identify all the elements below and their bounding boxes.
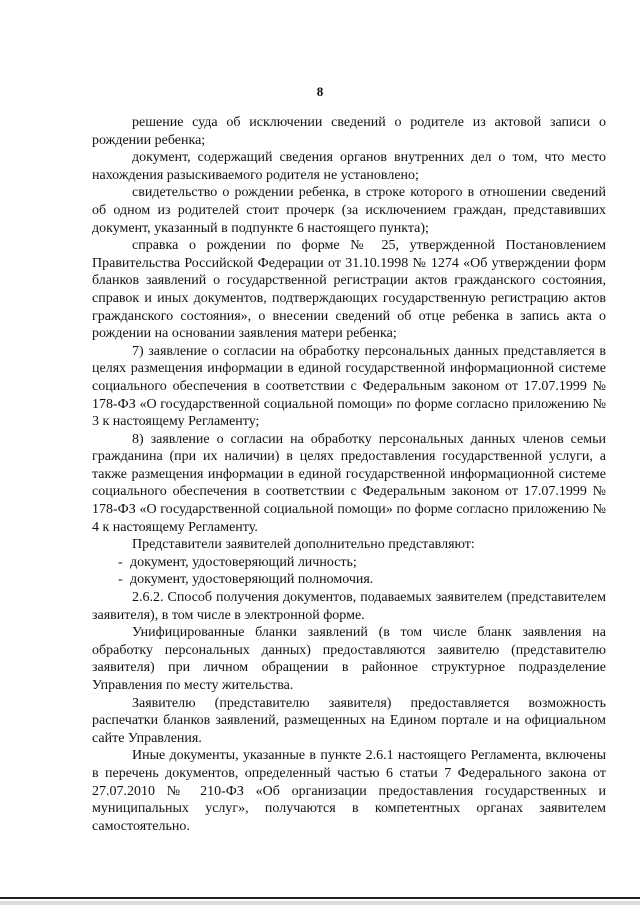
- paragraph-birth-certificate: свидетельство о рождении ребенка, в строке которого в отношении сведений об одном из родителей стоит прочерк (за исключением граждан, представивших документ, указанный в подпункте 6 настоящего пункта);: [92, 185, 606, 236]
- list-item-text: документ, удостоверяющий полномочия.: [130, 572, 374, 588]
- paragraph-item-8: 8) заявление о согласии на обработку персональных данных членов семьи гражданина (при их наличии) в целях предоставления государственной услуги, а также размещения информации в единой государственной информационной системе социального обеспечения в соответствии с Федеральным законом от 17.07.1999 № 178-ФЗ «О государственной социальной помощи» по форме согласно приложению № 4 к настоящему Регламенту.: [92, 431, 606, 535]
- paragraph-other-documents: Иные документы, указанные в пункте 2.6.1 настоящего Регламента, включены в перечень документов, определенный частью 6 статьи 7 Федерального закона от 27.07.2010 № 210-ФЗ «Об организации предоставления государственных и муниципальных услуг», получаются в компетентных органах заявителем самостоятельно.: [92, 748, 606, 834]
- paragraph-item-7: 7) заявление о согласии на обработку персональных данных представляется в целях размещения информации в единой государственной информационной системе социального обеспечения в соответствии с Федеральным законом от 17.07.1999 № 178-ФЗ «О государственной социальной помощи» по форме согласно приложению № 3 к настоящему Регламенту;: [92, 343, 606, 430]
- bullet-dash: -: [118, 554, 123, 570]
- paragraph-representatives: Представители заявителей дополнительно представляют:: [132, 537, 475, 553]
- paragraph-court-decision: решение суда об исключении сведений о родителе из актовой записи о рождении ребенка;: [92, 115, 606, 148]
- scan-margin: [0, 901, 640, 905]
- paragraph-printing: Заявителю (представителю заявителя) предоставляется возможность распечатки бланков заявлений, размещенных на Едином портале и на официальном сайте Управления.: [92, 695, 606, 746]
- paragraph-2-6-2: 2.6.2. Способ получения документов, подаваемых заявителем (представителем заявителя), в том числе в электронной форме.: [92, 590, 606, 623]
- document-body: [92, 114, 606, 835]
- list-item-identity: [92, 554, 606, 572]
- paragraph-unified-forms: Унифицированные бланки заявлений (в том числе бланк заявления на обработку персональных данных) предоставляются заявителю (представителю заявителя) при личном обращении в районное структурное подразделение Управления по месту жительства.: [92, 625, 606, 693]
- paragraph-birth-reference: справка о рождении по форме № 25, утвержденной Постановлением Правительства Российской Федерации от 31.10.1998 № 1274 «Об утверждении форм бланков заявлений о государственной регистрации актов гражданского состояния, справок и иных документов, подтверждающих государственную регистрацию актов гражданского состояния», о внесении сведений об отце ребенка в запись акта о рождении на основании заявления матери ребенка;: [92, 238, 606, 342]
- page-number: 8: [316, 84, 324, 99]
- list-item-authority: [92, 571, 606, 589]
- list-item-text: документ, удостоверяющий личность;: [130, 554, 357, 570]
- bullet-dash: -: [118, 572, 123, 588]
- paragraph-police-document: документ, содержащий сведения органов внутренних дел о том, что место нахождения разыскиваемого родителя не установлено;: [92, 150, 606, 183]
- scan-edge-line: [0, 897, 640, 899]
